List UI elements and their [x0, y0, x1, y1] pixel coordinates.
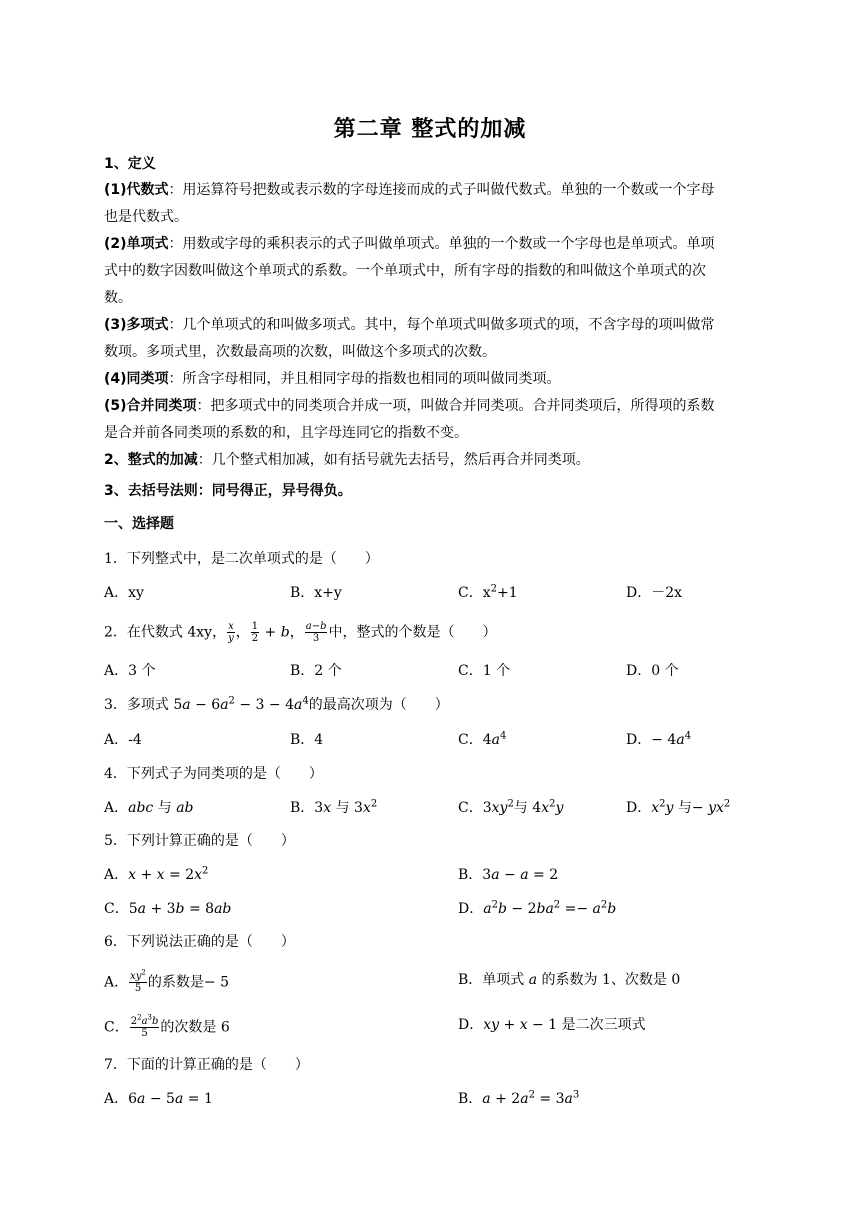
q4-option-b: B．3x 与 $3x^2$	[290, 798, 378, 816]
def-1-line-1: (1)代数式：用运算符号把数或表示数的字母连接而成的式子叫做代数式。单独的一个数或一个字母	[104, 182, 715, 198]
q6-option-b: B．单项式 a 的系数为 1、次数是 0	[458, 972, 681, 988]
q2-option-a: A．3 个	[104, 663, 156, 679]
question-4-stem: 4．下列式子为同类项的是（ ）	[104, 766, 323, 782]
q1-option-b: B．x+y	[290, 585, 342, 601]
def-4-line: (4)同类项：所含字母相同，并且相同字母的指数也相同的项叫做同类项。	[104, 371, 561, 387]
q1-option-c: C．$x^2+1$	[458, 583, 518, 601]
rule-brackets: 3、去括号法则：同号得正，异号得负。	[104, 483, 352, 499]
fraction-x-over-y: $\frac{x}{y}$	[228, 621, 234, 644]
fraction-22a3b-over-5: $\frac{2^2a^3b}{5}$	[130, 1013, 159, 1039]
question-5-stem: 5．下列计算正确的是（ ）	[104, 833, 295, 849]
question-3-stem: 3．多项式 $5a - 6a^2 - 3 - 4a^4$的最高次项为（ ）	[104, 695, 449, 713]
q4-option-a: A．abc 与 ab	[104, 800, 194, 816]
q6-option-d: D．xy + x − 1 是二次三项式	[458, 1017, 646, 1033]
question-6-stem: 6．下列说法正确的是（ ）	[104, 934, 295, 950]
def-5-line-1: (5)合并同类项：把多项式中的同类项合并成一项，叫做合并同类项。合并同类项后，所得项的系数	[104, 398, 715, 414]
q3-option-d: D．− $4a^4$	[626, 730, 692, 748]
page-title: 第二章 整式的加减	[333, 117, 527, 142]
q7-option-b: B．$a + 2a^2 = 3a^3$	[458, 1089, 580, 1107]
q1-option-a: A．xy	[104, 585, 144, 601]
rule-addition: 2、整式的加减：几个整式相加减，如有括号就先去括号，然后再合并同类项。	[104, 452, 590, 468]
def-5-line-2: 是合并前各同类项的系数的和，且字母连同它的指数不变。	[104, 425, 468, 441]
q5-option-d: D．$a^2b - 2ba^2 =- a^2b$	[458, 899, 617, 917]
q4-option-d: D．$x^2y$ 与− $yx^2$	[626, 798, 731, 816]
definitions-heading: 1、定义	[104, 156, 156, 172]
fraction-a-minus-b-over-3: $\frac{a-b}{3}$	[305, 621, 327, 644]
def-2-line-3: 数。	[104, 290, 132, 306]
q2-option-b: B．2 个	[290, 663, 342, 679]
q2-option-d: D．0 个	[626, 663, 679, 679]
def-1-line-2: 也是代数式。	[104, 209, 188, 225]
q6-option-c: C． $\frac{2^2a^3b}{5}$ 的次数是 6	[104, 1013, 230, 1039]
q1-option-d: D．－2x	[626, 585, 683, 601]
section-heading: 一、选择题	[104, 516, 174, 532]
question-1-stem: 1．下列整式中，是二次单项式的是（ ）	[104, 551, 379, 567]
def-2-line-1: (2)单项式：用数或字母的乘积表示的式子叫做单项式。单独的一个数或一个字母也是单项式。单项	[104, 236, 715, 252]
q4-option-c: C．$3xy^2$与 $4x^2y$	[458, 798, 564, 816]
q5-option-c: C．5a + 3b = 8ab	[104, 901, 232, 917]
def-2-line-2: 式中的数字因数叫做这个单项式的系数。一个单项式中，所有字母的指数的和叫做这个单项式的次	[104, 263, 706, 279]
question-2-stem: 2．在代数式 4xy， $\frac{x}{y}$ ， $\frac{1}{2}$ + b， $\frac{a-b}{3}$ 中，整式的个数是（ ）	[104, 621, 497, 644]
def-3-line-1: (3)多项式：几个单项式的和叫做多项式。其中，每个单项式叫做多项式的项，不含字母的项叫做常	[104, 317, 715, 333]
q3-option-b: B．4	[290, 732, 324, 748]
fraction-xy2-over-5: $\frac{xy^2}{5}$	[130, 968, 146, 994]
q5-option-a: A．$x + x = 2x^2$	[104, 865, 209, 883]
q3-option-a: A．-4	[104, 732, 142, 748]
q3-option-c: C．$4a^4$	[458, 730, 507, 748]
q7-option-a: A．6a − 5a = 1	[104, 1091, 213, 1107]
question-7-stem: 7．下面的计算正确的是（ ）	[104, 1057, 309, 1073]
def-3-line-2: 数项。多项式里，次数最高项的次数，叫做这个多项式的次数。	[104, 344, 496, 360]
q6-option-a: A． $\frac{xy^2}{5}$ 的系数是− 5	[104, 968, 229, 994]
q2-option-c: C．1 个	[458, 663, 511, 679]
fraction-one-half: $\frac{1}{2}$	[251, 621, 259, 644]
q5-option-b: B．3a − a = 2	[458, 867, 559, 883]
